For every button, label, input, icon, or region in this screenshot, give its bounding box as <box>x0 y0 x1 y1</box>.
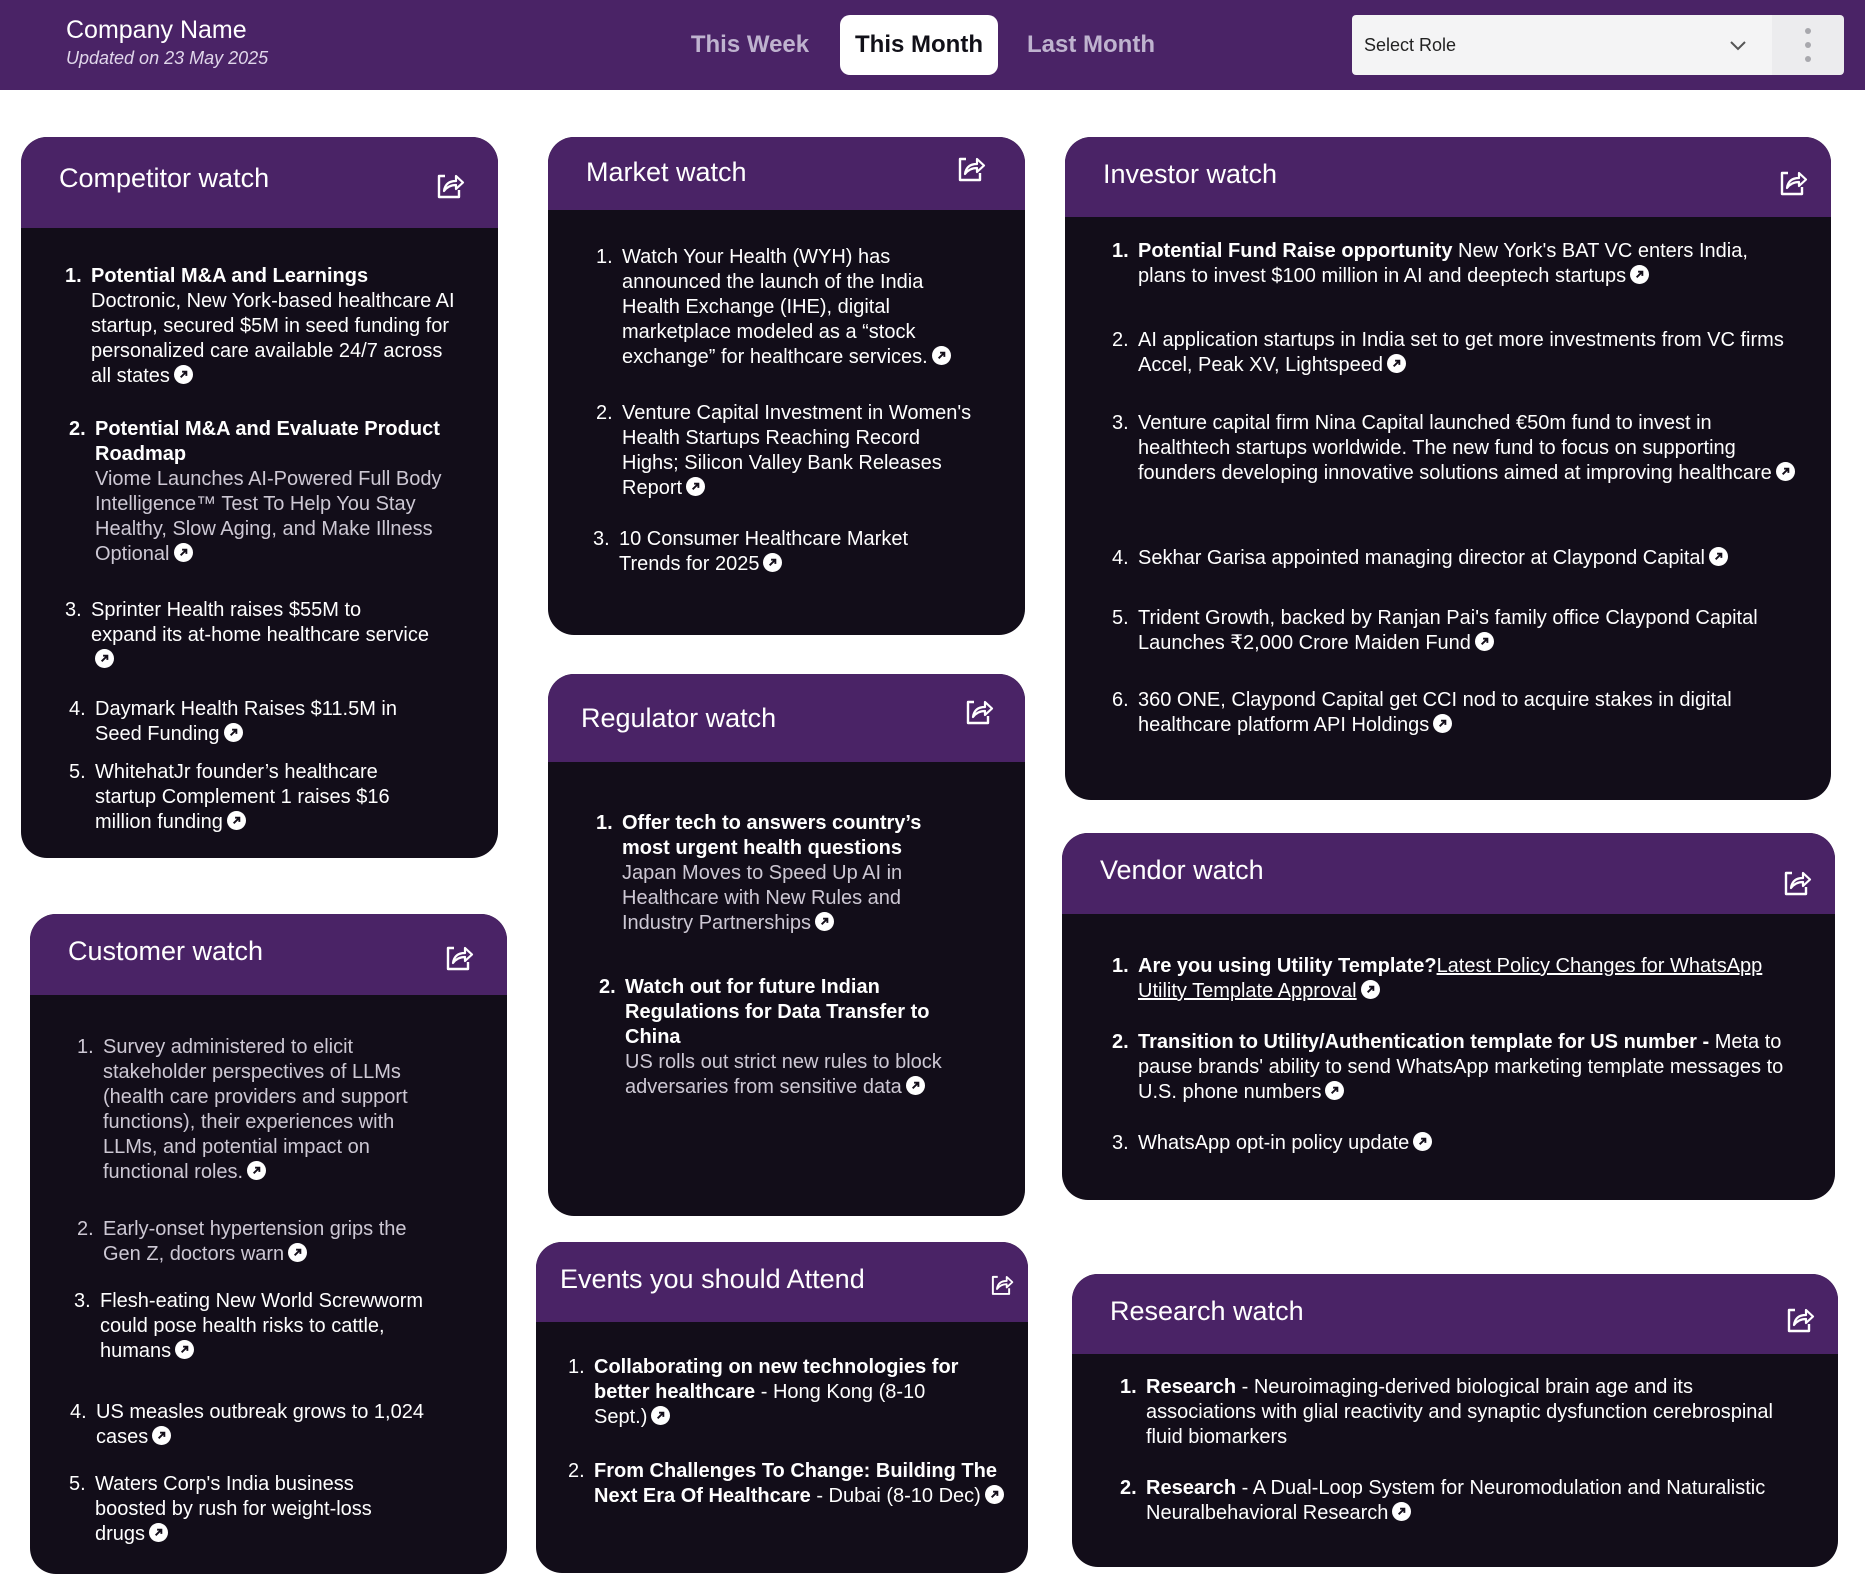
card-header <box>548 137 1025 210</box>
list-item[interactable] <box>69 697 435 747</box>
company-name: Company Name <box>66 16 247 44</box>
external-link-icon[interactable] <box>1776 462 1795 481</box>
card-header <box>1072 1274 1838 1354</box>
item-number: 1. <box>1112 955 1129 977</box>
policy-link[interactable]: Latest Policy Changes for WhatsApp Utility Template Approval <box>1138 955 1763 1002</box>
top-bar <box>0 0 1865 90</box>
list-item[interactable] <box>1112 688 1808 738</box>
item-number: 1. <box>1112 240 1129 262</box>
item-number: 2. <box>1112 1031 1129 1053</box>
external-link-icon[interactable] <box>763 553 782 572</box>
item-text: - Dubai (8-10 Dec) <box>810 1485 981 1507</box>
card-header <box>30 914 507 995</box>
item-number: 5. <box>69 761 86 783</box>
list-item[interactable] <box>1112 546 1818 571</box>
external-link-icon[interactable] <box>152 1426 171 1445</box>
item-text: US rolls out strict new rules to block adversaries from sensitive data <box>625 1051 942 1098</box>
external-link-icon[interactable] <box>247 1161 266 1180</box>
item-number: 3. <box>593 528 610 550</box>
external-link-icon[interactable] <box>1387 354 1406 373</box>
share-icon[interactable] <box>1783 1304 1815 1336</box>
list-item[interactable] <box>1112 328 1808 378</box>
item-text: Early-onset hypertension grips the Gen Z, doctors warn <box>103 1218 407 1265</box>
item-heading: Offer tech to answers country’s most urgent health questions <box>622 812 922 859</box>
list-item[interactable] <box>599 975 965 1100</box>
list-item[interactable] <box>65 598 431 673</box>
item-text: Doctronic, New York-based healthcare AI startup, secured $5M in seed funding for personalized care available 24/7 across all states <box>91 290 455 387</box>
share-icon[interactable] <box>954 153 986 185</box>
list-item[interactable] <box>596 811 962 936</box>
card-header <box>1062 833 1835 914</box>
item-number: 4. <box>70 1401 87 1423</box>
external-link-icon[interactable] <box>224 723 243 742</box>
list-item[interactable] <box>77 1217 443 1267</box>
item-text: Watch Your Health (WYH) has announced the launch of the India Health Exchange (IHE), digital marketplace modeled as a “stock exchange” for healthcare services. <box>622 246 928 368</box>
list-item[interactable] <box>1112 954 1808 1004</box>
external-link-icon[interactable] <box>95 649 114 668</box>
list-item[interactable] <box>1112 411 1808 486</box>
tab-last-month[interactable]: Last Month <box>1027 31 1155 58</box>
item-text: New York's BAT VC enters India, plans to invest $100 million in AI and deeptech startups <box>1138 240 1748 287</box>
item-text: WhatsApp opt-in policy update <box>1138 1132 1410 1154</box>
more-vertical-icon <box>1804 25 1812 65</box>
item-text: - A Dual-Loop System for Neuromodulation and Naturalistic Neuralbehavioral Research <box>1146 1477 1766 1524</box>
tab-this-month[interactable]: This Month <box>840 15 998 75</box>
external-link-icon[interactable] <box>1361 980 1380 999</box>
card-header <box>536 1242 1028 1322</box>
external-link-icon[interactable] <box>906 1076 925 1095</box>
list-item[interactable] <box>69 417 465 567</box>
item-heading: Potential Fund Raise opportunity <box>1138 240 1453 262</box>
list-item[interactable] <box>568 1459 1028 1509</box>
more-options-button[interactable] <box>1772 15 1844 75</box>
card-header <box>21 137 498 228</box>
list-item[interactable] <box>1112 239 1798 289</box>
share-icon[interactable] <box>988 1272 1014 1298</box>
item-text: WhitehatJr founder’s healthcare startup Complement 1 raises $16 million funding <box>95 761 390 833</box>
list-item[interactable] <box>74 1289 460 1364</box>
chevron-down-icon <box>1728 35 1748 55</box>
external-link-icon[interactable] <box>1413 1132 1432 1151</box>
item-number: 3. <box>1112 1132 1129 1154</box>
item-number: 2. <box>69 418 86 440</box>
tab-this-week[interactable]: This Week <box>690 31 810 58</box>
external-link-icon[interactable] <box>1433 714 1452 733</box>
item-number: 2. <box>1112 329 1129 351</box>
share-icon[interactable] <box>442 942 474 974</box>
external-link-icon[interactable] <box>651 1406 670 1425</box>
list-item[interactable] <box>65 264 461 389</box>
customer-watch-card <box>30 914 507 1574</box>
external-link-icon[interactable] <box>227 811 246 830</box>
item-heading: Research <box>1146 1477 1237 1499</box>
item-text: US measles outbreak grows to 1,024 cases <box>96 1401 424 1448</box>
item-text: Venture capital firm Nina Capital launched €50m fund to invest in healthtech startups worldwide. The new fund to focus on supporting founders developing innovative solutions aimed at improving healthcare <box>1138 412 1772 484</box>
card-title: Research watch <box>1110 1296 1304 1326</box>
item-number: 3. <box>74 1290 91 1312</box>
share-icon[interactable] <box>1780 867 1812 899</box>
external-link-icon[interactable] <box>932 346 951 365</box>
external-link-icon[interactable] <box>288 1243 307 1262</box>
item-heading: Transition to Utility/Authentication template for US number - <box>1138 1031 1710 1053</box>
events-card <box>536 1242 1028 1573</box>
item-number: 5. <box>69 1473 86 1495</box>
item-text: Waters Corp's India business boosted by rush for weight-loss drugs <box>95 1473 372 1545</box>
item-text: Japan Moves to Speed Up AI in Healthcare with New Rules and Industry Partnerships <box>622 862 903 934</box>
item-heading: Potential M&A and Learnings <box>91 265 369 287</box>
card-title: Customer watch <box>68 936 264 966</box>
item-text: Sprinter Health raises $55M to expand its at-home healthcare service <box>91 599 429 646</box>
item-text: Venture Capital Investment in Women's Health Startups Reaching Record Highs; Silicon Valley Bank Releases Report <box>622 402 972 499</box>
list-item[interactable] <box>1120 1476 1786 1526</box>
list-item[interactable] <box>70 1400 456 1450</box>
card-header <box>1065 137 1831 217</box>
item-number: 5. <box>1112 607 1129 629</box>
card-title: Competitor watch <box>59 163 270 193</box>
research-watch-card <box>1072 1274 1838 1567</box>
list-item[interactable] <box>69 760 435 835</box>
list-item[interactable] <box>1112 1030 1808 1105</box>
external-link-icon[interactable] <box>175 1340 194 1359</box>
list-item[interactable] <box>1120 1375 1786 1450</box>
external-link-icon[interactable] <box>174 543 193 562</box>
card-title: Market watch <box>586 157 747 187</box>
external-link-icon[interactable] <box>149 1523 168 1542</box>
card-header <box>548 674 1025 762</box>
external-link-icon[interactable] <box>686 477 705 496</box>
brand <box>66 14 268 69</box>
item-number: 2. <box>599 976 616 998</box>
item-number: 1. <box>596 812 613 834</box>
vendor-watch-card <box>1062 833 1835 1200</box>
item-text: Survey administered to elicit stakeholder perspectives of LLMs (health care providers and support functions), their experiences with LLMs, and potential impact on functional roles. <box>103 1036 408 1183</box>
list-item[interactable] <box>1112 606 1778 656</box>
share-icon[interactable] <box>433 170 465 202</box>
item-text: 10 Consumer Healthcare Market Trends for 2025 <box>619 528 909 575</box>
item-number: 1. <box>596 246 613 268</box>
investor-watch-card <box>1065 137 1831 800</box>
item-heading: Collaborating on new technologies for better healthcare <box>594 1356 959 1403</box>
external-link-icon[interactable] <box>1475 632 1494 651</box>
item-text: Flesh-eating New World Screwworm could pose health risks to cattle, humans <box>100 1290 424 1362</box>
share-icon[interactable] <box>1776 167 1808 199</box>
list-item[interactable] <box>69 1472 415 1547</box>
competitor-watch-card <box>21 137 498 858</box>
item-number: 2. <box>77 1218 94 1240</box>
regulator-watch-card <box>548 674 1025 1216</box>
role-select[interactable] <box>1352 15 1772 75</box>
list-item[interactable] <box>1112 1131 1808 1156</box>
external-link-icon[interactable] <box>1392 1502 1411 1521</box>
card-title: Vendor watch <box>1100 855 1264 885</box>
list-item[interactable] <box>596 245 967 370</box>
updated-date: Updated on 23 May 2025 <box>66 48 269 68</box>
item-number: 3. <box>65 599 82 621</box>
card-title: Regulator watch <box>581 703 777 733</box>
item-number: 1. <box>65 265 82 287</box>
item-number: 2. <box>1120 1477 1137 1499</box>
item-text: AI application startups in India set to get more investments from VC firms Accel, Peak XV, Lightspeed <box>1138 329 1784 376</box>
item-heading: Are you using Utility Template? <box>1138 955 1437 977</box>
role-select-label: Select Role <box>1364 35 1457 55</box>
external-link-icon[interactable] <box>174 365 193 384</box>
item-text: Meta to pause brands' ability to send WhatsApp marketing template messages to U.S. phone numbers <box>1138 1031 1784 1103</box>
item-number: 4. <box>69 698 86 720</box>
item-heading: Potential M&A and Evaluate Product Roadmap <box>95 418 440 465</box>
item-number: 2. <box>568 1460 585 1482</box>
card-title: Events you should Attend <box>560 1264 865 1294</box>
item-heading: Research <box>1146 1376 1237 1398</box>
item-heading: From Challenges To Change: Building The Next Era Of Healthcare <box>594 1460 997 1507</box>
item-text: Sekhar Garisa appointed managing director at Claypond Capital <box>1138 547 1706 569</box>
item-number: 3. <box>1112 412 1129 434</box>
item-text: Viome Launches AI-Powered Full Body Intelligence™ Test To Help You Stay Healthy, Slow Aging, and Make Illness Optional <box>95 468 442 565</box>
item-number: 2. <box>596 402 613 424</box>
item-number: 1. <box>1120 1376 1137 1398</box>
external-link-icon[interactable] <box>1630 265 1649 284</box>
external-link-icon[interactable] <box>985 1485 1004 1504</box>
external-link-icon[interactable] <box>1709 547 1728 566</box>
market-watch-card <box>548 137 1025 635</box>
external-link-icon[interactable] <box>1325 1081 1344 1100</box>
list-item[interactable] <box>596 401 972 501</box>
item-text: - Neuroimaging-derived biological brain age and its associations with glial reactivity and synaptic dysfunction cerebrospinal fluid biomarkers <box>1146 1376 1773 1448</box>
list-item[interactable] <box>568 1355 979 1430</box>
external-link-icon[interactable] <box>815 912 834 931</box>
item-text: Daymark Health Raises $11.5M in Seed Funding <box>95 698 397 745</box>
list-item[interactable] <box>593 527 959 577</box>
item-number: 4. <box>1112 547 1129 569</box>
item-number: 1. <box>77 1036 94 1058</box>
item-text: Trident Growth, backed by Ranjan Pai's family office Claypond Capital Launches ₹2,000 Crore Maiden Fund <box>1138 607 1758 654</box>
item-number: 6. <box>1112 689 1129 711</box>
item-text: - Hong Kong (8-10 Sept.) <box>594 1381 926 1428</box>
card-title: Investor watch <box>1103 159 1278 189</box>
item-heading: Watch out for future Indian Regulations for Data Transfer to China <box>625 976 930 1048</box>
share-icon[interactable] <box>962 696 994 728</box>
list-item[interactable] <box>77 1035 443 1185</box>
item-text: 360 ONE, Claypond Capital get CCI nod to acquire stakes in digital healthcare platform API Holdings <box>1138 689 1732 736</box>
item-number: 1. <box>568 1356 585 1378</box>
